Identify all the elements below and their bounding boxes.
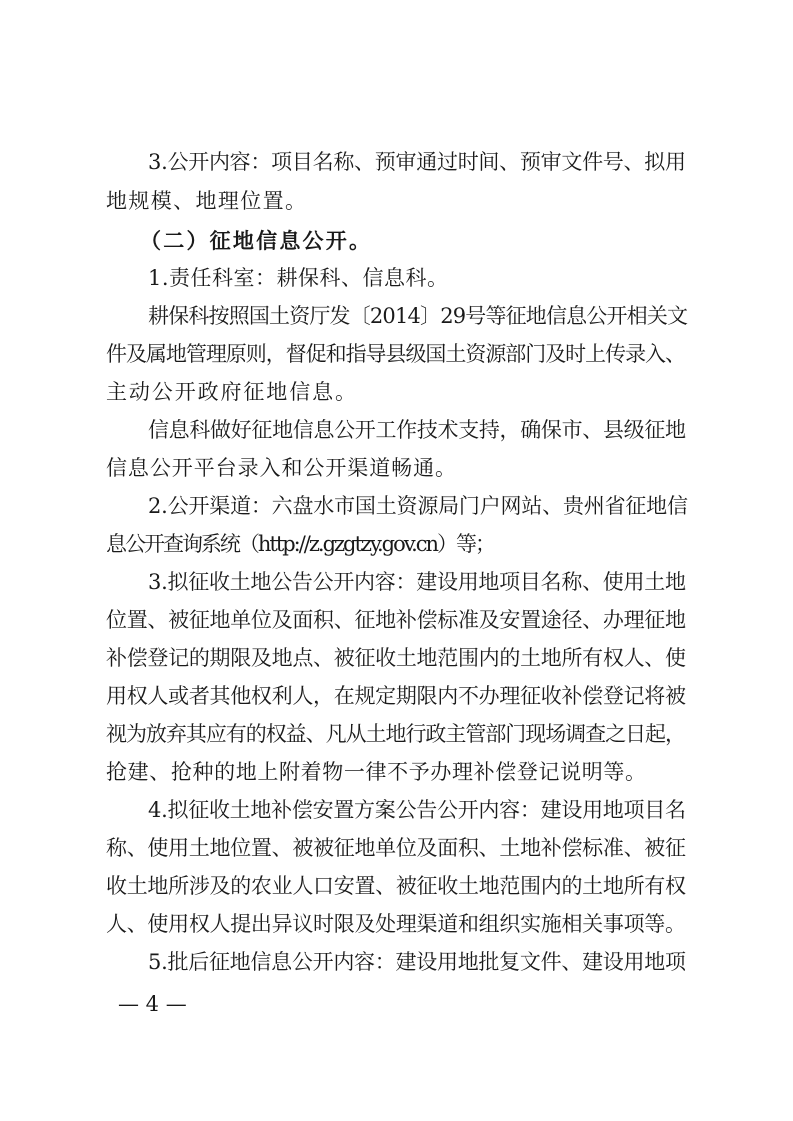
paragraph-line: 抢建、抢种的地上附着物一律不予办理补偿登记说明等。 <box>106 760 647 784</box>
paragraph-line: 5.批后征地信息公开内容：建设用地批复文件、建设用地项 <box>148 950 686 974</box>
section-heading: （二）征地信息公开。 <box>140 228 373 253</box>
paragraph-line: 称、使用土地位置、被被征地单位及面积、土地补偿标准、被征 <box>106 836 686 860</box>
paragraph-line: 主动公开政府征地信息。 <box>106 380 358 404</box>
paragraph-line: 4.拟征收土地补偿安置方案公告公开内容：建设用地项目名 <box>148 798 686 822</box>
paragraph-line: 补偿登记的期限及地点、被征收土地范围内的土地所有权人、使 <box>106 646 686 670</box>
paragraph-line: 件及属地管理原则，督促和指导县级国土资源部门及时上传录入、 <box>106 342 685 366</box>
paragraph-line: 息公开查询系统（http://z.gzgtzy.gov.cn）等； <box>106 532 494 556</box>
paragraph-line: 3.拟征收土地公告公开内容：建设用地项目名称、使用土地 <box>148 570 686 594</box>
paragraph-line: 1.责任科室：耕保科、信息科。 <box>148 266 449 290</box>
paragraph-line: 耕保科按照国土资厅发〔2014〕29号等征地信息公开相关文 <box>148 304 688 328</box>
paragraph-line: 3.公开内容：项目名称、预审通过时间、预审文件号、拟用 <box>148 150 686 174</box>
paragraph-line: 信息公开平台录入和公开渠道畅通。 <box>106 456 457 480</box>
paragraph-line: 2.公开渠道：六盘水市国土资源局门户网站、贵州省征地信 <box>148 494 688 518</box>
paragraph-line: 人、使用权人提出异议时限及处理渠道和组织实施相关事项等。 <box>106 912 686 936</box>
paragraph-line: 地规模、地理位置。 <box>106 189 308 213</box>
page-number: — 4 — <box>118 992 187 1016</box>
paragraph-line: 位置、被征地单位及面积、征地补偿标准及安置途径、办理征地 <box>106 608 686 632</box>
paragraph-line: 收土地所涉及的农业人口安置、被征收土地范围内的土地所有权 <box>106 874 686 898</box>
paragraph-line: 用权人或者其他权利人，在规定期限内不办理征收补偿登记将被 <box>106 684 686 708</box>
paragraph-line: 信息科做好征地信息公开工作技术支持，确保市、县级征地 <box>148 418 686 442</box>
paragraph-line: 视为放弃其应有的权益、凡从土地行政主管部门现场调查之日起， <box>106 722 685 746</box>
